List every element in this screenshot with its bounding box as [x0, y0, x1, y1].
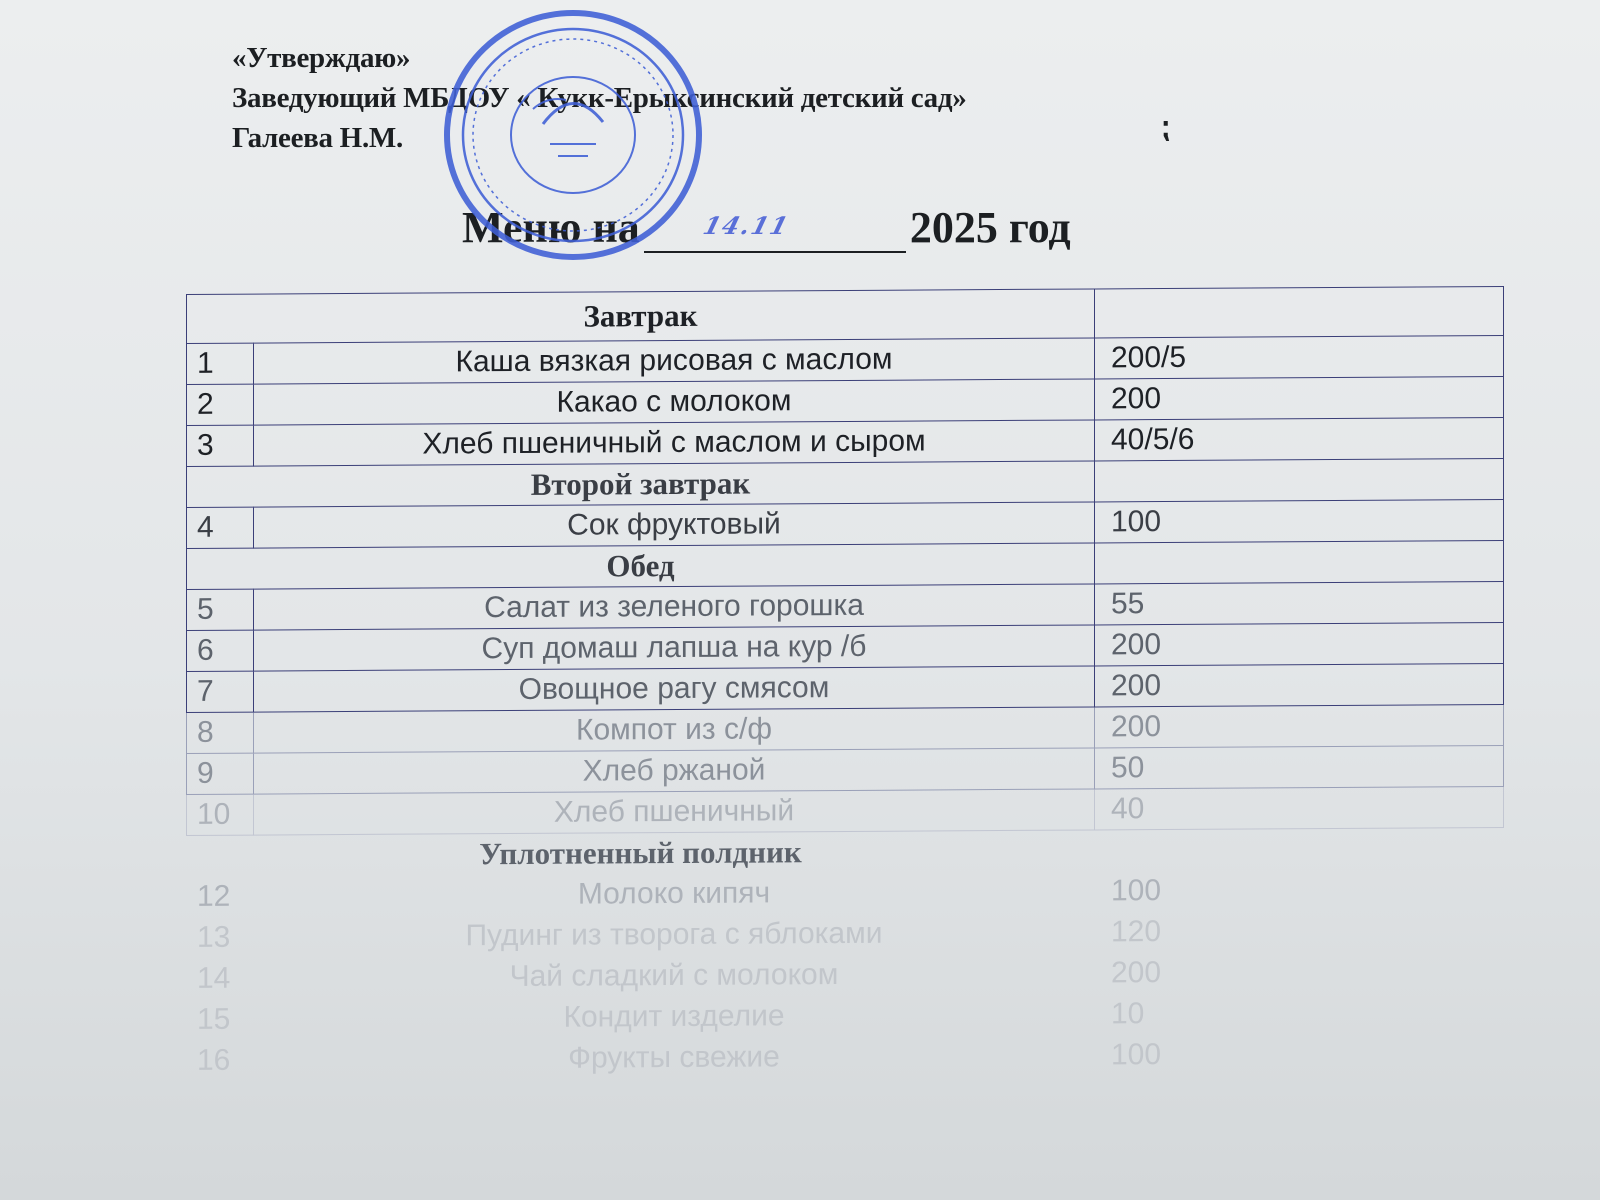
row-number: 14 — [197, 961, 231, 995]
dish-name: Салат из зеленого горошка — [254, 584, 1095, 630]
portion-size: 200/5 — [1095, 335, 1504, 378]
row-number: 12 — [197, 879, 231, 913]
portion-size: 200 — [1095, 704, 1504, 747]
portion-size: 100 — [1095, 499, 1504, 542]
dish-name: Каша вязкая рисовая с маслом — [254, 338, 1095, 384]
section-lunch: Обед — [187, 543, 1095, 590]
row-number: 13 — [197, 920, 231, 954]
dish-name: Компот из с/ф — [254, 707, 1095, 753]
dish-name: Кондит изделие — [563, 999, 785, 1034]
dish-name: Молоко кипяч — [577, 876, 771, 911]
portion-size: 100 — [1111, 874, 1162, 908]
margin-marks: ⁏ — [1160, 111, 1171, 144]
date-blank — [644, 203, 906, 253]
dish-name: Чай сладкий с молоком — [509, 958, 839, 994]
section-portion-empty — [1095, 458, 1504, 501]
section-row — [187, 286, 1504, 343]
dish-name: Хлеб пшеничный с маслом и сыром — [254, 420, 1095, 466]
page-title — [462, 202, 1071, 253]
section-second-breakfast: Второй завтрак — [187, 461, 1095, 508]
row-number: 15 — [197, 1002, 231, 1036]
row-number: 2 — [187, 384, 254, 425]
row-number: 6 — [187, 630, 254, 671]
row-number: 10 — [187, 794, 254, 835]
row-number: 9 — [187, 753, 254, 794]
handwritten-date: 14.11 — [699, 211, 793, 240]
title-prefix: Меню на — [462, 203, 640, 252]
dish-name: Хлеб пшеничный — [254, 789, 1095, 835]
portion-size: 200 — [1095, 376, 1504, 419]
portion-size: 200 — [1095, 663, 1504, 706]
portion-size: 40/5/6 — [1095, 417, 1504, 460]
portion-size: 10 — [1111, 997, 1145, 1031]
portion-size: 120 — [1111, 915, 1162, 949]
approver-position: Заведующий МБДОУ « Кукк-Ерыксинский детский сад» — [232, 82, 967, 114]
approval-label: «Утверждаю» — [232, 42, 411, 74]
section-breakfast: Завтрак — [187, 289, 1095, 344]
dish-name: Овощное рагу смясом — [254, 666, 1095, 712]
row-number: 8 — [187, 712, 254, 753]
row-number: 5 — [187, 589, 254, 630]
title-suffix: 2025 год — [909, 203, 1071, 252]
row-number: 7 — [187, 671, 254, 712]
row-number: 4 — [187, 507, 254, 548]
section-portion-empty — [1095, 286, 1504, 337]
portion-size: 40 — [1095, 786, 1504, 829]
approver-name: Галеева Н.М. — [232, 122, 403, 154]
row-number: 16 — [197, 1043, 231, 1077]
dish-name: Сок фруктовый — [254, 502, 1095, 548]
dish-name: Суп домаш лапша на кур /б — [254, 625, 1095, 671]
portion-size: 50 — [1095, 745, 1504, 788]
dish-name: Пудинг из творога с яблоками — [465, 916, 883, 953]
dish-name: Хлеб ржаной — [254, 748, 1095, 794]
portion-size: 200 — [1095, 622, 1504, 665]
dish-name: Фрукты свежие — [568, 1040, 780, 1075]
row-number: 1 — [187, 343, 254, 384]
section-portion-empty — [1095, 827, 1504, 870]
section-portion-empty — [1095, 540, 1504, 583]
section-snack: Уплотненный полдник — [479, 834, 802, 872]
dish-name: Какао с молоком — [254, 379, 1095, 425]
portion-size: 200 — [1111, 956, 1162, 990]
menu-table — [186, 286, 1504, 1082]
approval-block — [232, 38, 966, 158]
row-number: 3 — [187, 425, 254, 466]
portion-size: 55 — [1095, 581, 1504, 624]
table-row — [187, 1032, 1504, 1081]
portion-size: 100 — [1111, 1038, 1162, 1072]
